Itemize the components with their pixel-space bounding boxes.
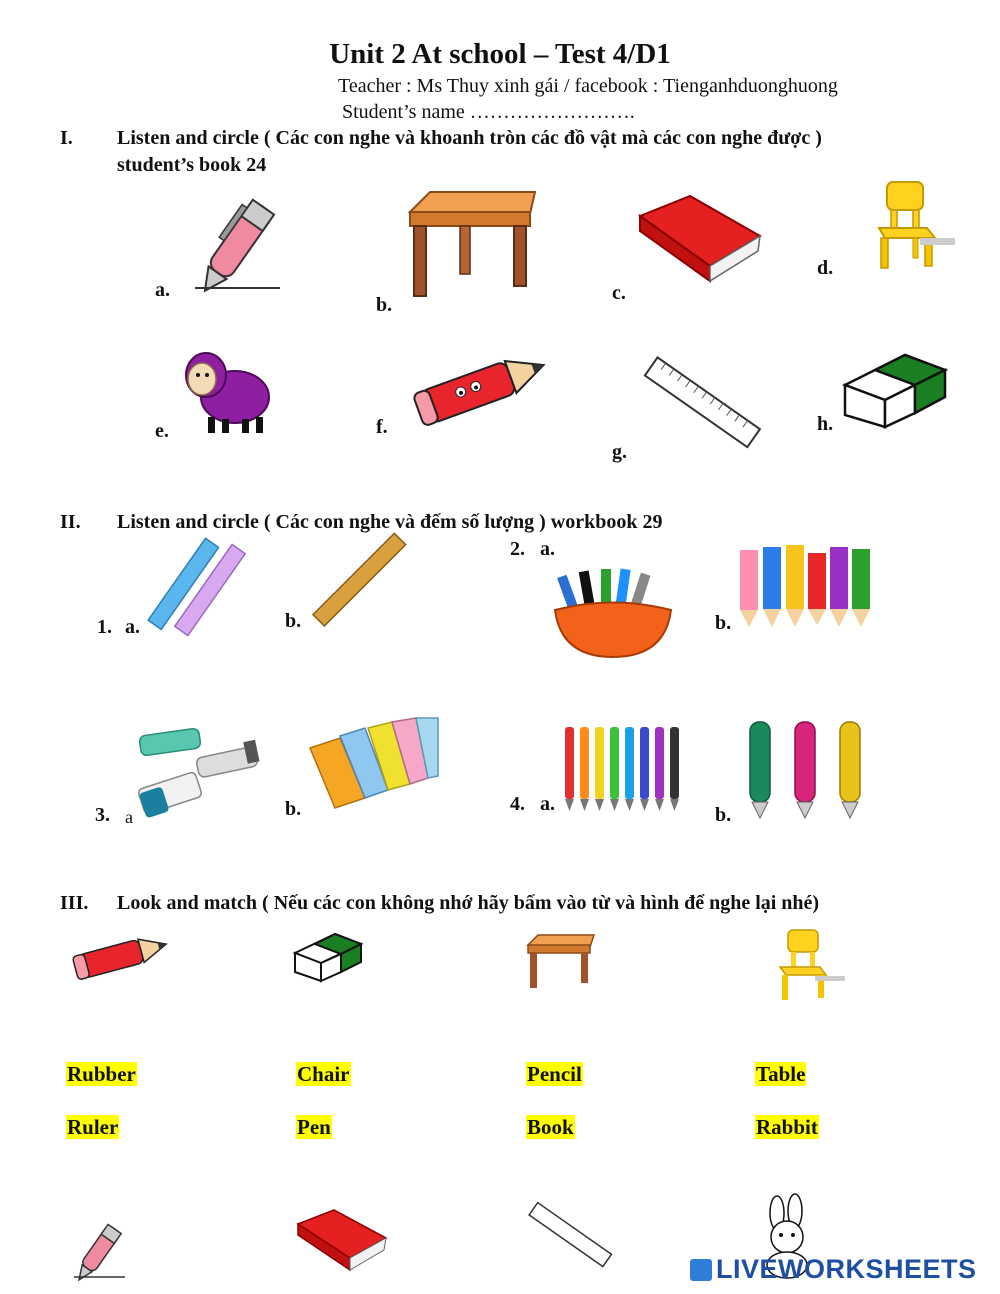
section-2-number: II.	[60, 511, 81, 533]
three-pens-image[interactable]	[740, 720, 870, 820]
section-1-number: I.	[60, 127, 73, 149]
eight-pens-image[interactable]	[563, 725, 688, 813]
label-h: h.	[817, 413, 834, 435]
logo-text: LIVEWORKSHEETS	[716, 1254, 977, 1284]
label-e: e.	[155, 420, 169, 442]
q2-a-label[interactable]: a.	[540, 538, 555, 560]
sheep-image[interactable]	[180, 345, 275, 437]
label-a: a.	[155, 279, 170, 301]
word-book[interactable]: Book	[527, 1115, 574, 1139]
pencil-image[interactable]	[412, 350, 554, 422]
cartoon-pencils-image[interactable]	[738, 535, 873, 630]
q4-b-label[interactable]: b.	[715, 804, 732, 826]
match-chair-image[interactable]	[770, 930, 848, 1002]
match-rubber-image[interactable]	[295, 928, 363, 983]
word-table[interactable]: Table	[756, 1062, 806, 1086]
wooden-ruler-image[interactable]	[312, 538, 407, 623]
student-name-line: Student’s name …………………….	[342, 101, 635, 123]
q4-number: 4.	[510, 793, 525, 815]
word-chair[interactable]: Chair	[297, 1062, 350, 1086]
section-3-heading: Look and match ( Nếu các con không nhớ hãy bấm vào từ và hình để nghe lại nhé)	[117, 892, 820, 914]
match-pen-image[interactable]	[70, 1215, 135, 1280]
pen-image[interactable]	[190, 182, 300, 292]
q3-b-label[interactable]: b.	[285, 798, 302, 820]
match-ruler-image[interactable]	[530, 1200, 610, 1270]
match-pencil-image[interactable]	[72, 932, 172, 982]
ruler-image[interactable]	[645, 355, 760, 450]
match-book-image[interactable]	[298, 1210, 386, 1272]
word-rabbit[interactable]: Rabbit	[756, 1115, 818, 1139]
liveworksheets-logo	[690, 1254, 977, 1285]
colourful-rubbers-image[interactable]	[310, 718, 440, 813]
word-rubber[interactable]: Rubber	[67, 1062, 136, 1086]
q3-a-label[interactable]: a	[125, 807, 133, 827]
q2-b-label[interactable]: b.	[715, 612, 732, 634]
match-table-image[interactable]	[528, 935, 594, 990]
section-3-number: III.	[60, 892, 89, 914]
table-image[interactable]	[410, 192, 535, 302]
word-ruler[interactable]: Ruler	[67, 1115, 119, 1139]
q3-number: 3.	[95, 804, 110, 826]
label-b: b.	[376, 294, 393, 316]
word-pen[interactable]: Pen	[297, 1115, 331, 1139]
q2-number: 2.	[510, 538, 525, 560]
label-g: g.	[612, 441, 627, 463]
section-1-heading: Listen and circle ( Các con nghe và khoanh tròn các đồ vật mà các con nghe được )	[117, 127, 822, 149]
chair-image[interactable]	[865, 182, 960, 270]
teacher-line: Teacher : Ms Thuy xinh gái / facebook : Tienganhduonghuong	[338, 75, 838, 97]
logo-icon	[690, 1259, 712, 1281]
word-pencil[interactable]: Pencil	[527, 1062, 582, 1086]
label-f: f.	[376, 416, 388, 438]
label-c: c.	[612, 282, 626, 304]
q4-a-label[interactable]: a.	[540, 793, 555, 815]
section-2-heading: Listen and circle ( Các con nghe và đếm số lượng ) workbook 29	[117, 511, 663, 533]
q1-number: 1.	[97, 616, 112, 638]
section-1-heading-line2: student’s book 24	[117, 154, 267, 176]
rubber-image[interactable]	[845, 345, 950, 430]
pencils-in-bowl-image[interactable]	[553, 565, 673, 660]
q1-a-label[interactable]: a.	[125, 616, 140, 638]
book-image[interactable]	[640, 196, 760, 286]
q1-b-label[interactable]: b.	[285, 610, 302, 632]
page-title: Unit 2 At school – Test 4/D1	[329, 38, 671, 70]
two-rulers-image[interactable]	[145, 540, 250, 630]
three-rubbers-image[interactable]	[135, 722, 265, 822]
label-d: d.	[817, 257, 834, 279]
